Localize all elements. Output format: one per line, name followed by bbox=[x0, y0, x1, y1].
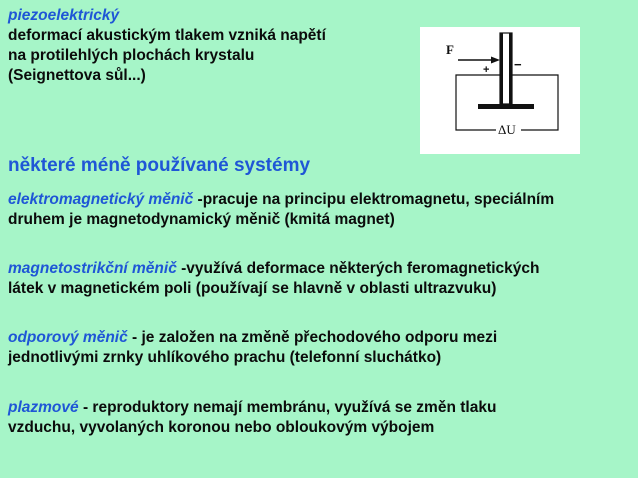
piezo-line-3: (Seignettova sůl...) bbox=[8, 67, 146, 84]
item-electromagnetic bbox=[8, 190, 554, 230]
section-heading: některé méně používané systémy bbox=[8, 155, 311, 176]
electrode-right bbox=[509, 33, 512, 104]
piezo-term: piezoelektrický bbox=[8, 7, 120, 24]
item-term: elektromagnetický měnič bbox=[8, 191, 194, 208]
crystal-base bbox=[478, 104, 534, 109]
voltage-label: ΔU bbox=[498, 122, 516, 137]
piezo-diagram-svg bbox=[420, 27, 580, 154]
electrode-left bbox=[500, 33, 503, 104]
force-label: F bbox=[446, 42, 454, 57]
piezo-diagram bbox=[420, 27, 580, 154]
item-second-line: druhem je magnetodynamický měnič (kmitá magnet) bbox=[8, 211, 395, 228]
minus-label: − bbox=[514, 57, 522, 72]
item-term: odporový měnič bbox=[8, 329, 128, 346]
item-first-line bbox=[8, 328, 497, 348]
item-second-line: jednotlivými zrnky uhlíkového prachu (telefonní sluchátko) bbox=[8, 349, 442, 366]
piezo-line-2: na protilehlých plochách krystalu bbox=[8, 47, 255, 64]
item-plasma bbox=[8, 398, 496, 438]
force-arrow-head bbox=[491, 57, 500, 64]
item-second-line: vzduchu, vyvolaných koronou nebo obloukovým výbojem bbox=[8, 419, 435, 436]
item-magnetostrictive bbox=[8, 259, 540, 299]
item-second-line: látek v magnetickém poli (používají se hlavně v oblasti ultrazvuku) bbox=[8, 280, 497, 297]
item-term: magnetostrikční měnič bbox=[8, 260, 177, 277]
item-first-rest: - reproduktory nemají membránu, využívá se změn tlaku bbox=[78, 399, 497, 416]
item-first-rest: -pracuje na principu elektromagnetu, speciálním bbox=[193, 191, 555, 208]
item-term: plazmové bbox=[8, 399, 79, 416]
item-first-line bbox=[8, 259, 540, 279]
item-first-line bbox=[8, 190, 554, 210]
piezo-block bbox=[8, 6, 326, 86]
item-first-rest: - je založen na změně přechodového odporu mezi bbox=[127, 329, 498, 346]
plus-label: + bbox=[483, 64, 490, 76]
piezo-line-1: deformací akustickým tlakem vzniká napětí bbox=[8, 27, 326, 44]
item-first-line bbox=[8, 398, 496, 418]
item-resistive bbox=[8, 328, 497, 368]
item-first-rest: -využívá deformace některých feromagnetických bbox=[176, 260, 540, 277]
wire-right bbox=[511, 75, 558, 130]
wire-left bbox=[456, 75, 501, 130]
